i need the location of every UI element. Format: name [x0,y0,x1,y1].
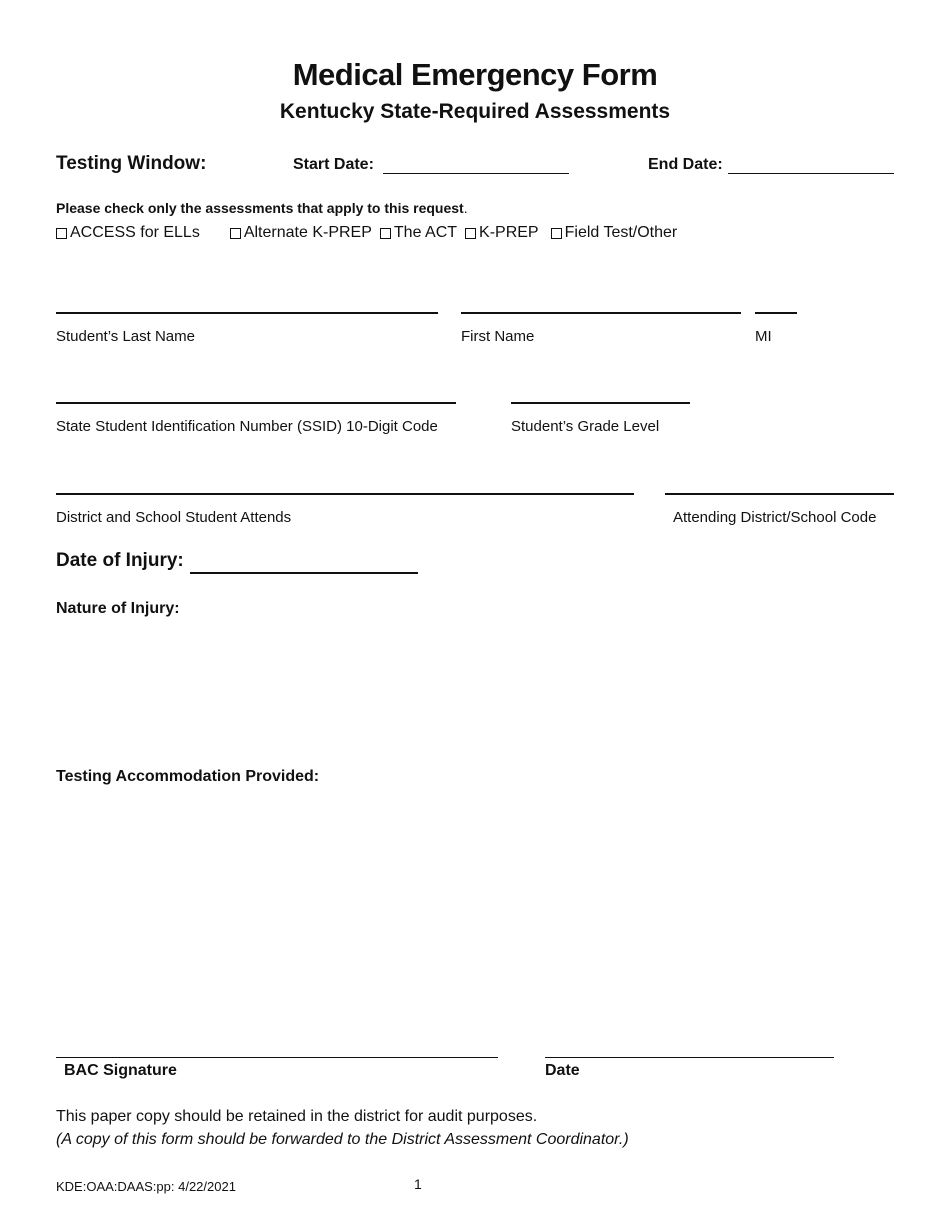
checkbox-icon[interactable] [380,228,391,239]
checkbox-icon[interactable] [230,228,241,239]
district-code-label: Attending District/School Code [673,509,877,526]
checkbox-label: Alternate K-PREP [243,224,372,241]
last-name-field[interactable] [56,312,438,314]
bac-signature-field[interactable] [56,1057,498,1058]
checkbox-the-act[interactable] [380,224,457,242]
start-date-field[interactable] [383,173,569,174]
checkbox-access-for-ells[interactable] [56,224,200,242]
district-code-field[interactable] [665,493,894,495]
assessment-instruction [56,200,468,216]
form-subtitle: Kentucky State-Required Assessments [279,100,671,123]
assessment-checkbox-group [56,224,687,242]
last-name-label: Student’s Last Name [56,328,195,345]
form-title: Medical Emergency Form [292,57,658,92]
end-date-label: End Date: [648,156,723,173]
checkbox-alternate-kprep[interactable] [230,224,372,242]
testing-window-label: Testing Window: [56,153,207,174]
ssid-field[interactable] [56,402,456,404]
middle-initial-label: MI [755,328,772,345]
end-date-field[interactable] [728,173,894,174]
assessment-instruction-text: Please check only the assessments that apply to this request [56,200,464,216]
checkbox-field-test-other[interactable] [551,224,678,242]
signature-date-field[interactable] [545,1057,834,1058]
grade-level-field[interactable] [511,402,690,404]
date-of-injury-field[interactable] [190,572,418,574]
checkbox-icon[interactable] [551,228,562,239]
checkbox-kprep[interactable] [465,224,539,242]
page-number: 1 [414,1176,422,1192]
assessment-instruction-period: . [463,200,468,216]
checkbox-label: ACCESS for ELLs [70,224,200,241]
retention-notice-line: This paper copy should be retained in the district for audit purposes. [56,1108,538,1125]
checkbox-label: The ACT [393,224,458,241]
middle-initial-field[interactable] [755,312,797,314]
nature-of-injury-label: Nature of Injury: [56,600,180,617]
district-school-label: District and School Student Attends [56,509,292,526]
grade-level-label: Student’s Grade Level [511,418,660,435]
checkbox-label: K-PREP [479,224,539,241]
checkbox-label: Field Test/Other [564,224,678,241]
district-school-field[interactable] [56,493,634,495]
forwarding-notice-line: (A copy of this form should be forwarded to the District Assessment Coordinator.) [56,1131,629,1148]
retention-notice [56,1105,629,1151]
accommodation-label: Testing Accommodation Provided: [56,768,320,785]
start-date-label: Start Date: [293,156,374,173]
checkbox-icon[interactable] [56,228,67,239]
signature-date-label: Date [545,1062,580,1079]
footer-code: KDE:OAA:DAAS:pp: 4/22/2021 [56,1179,236,1194]
ssid-label: State Student Identification Number (SSID) 10-Digit Code [56,418,438,435]
bac-signature-label: BAC Signature [64,1062,177,1079]
first-name-label: First Name [461,328,535,345]
checkbox-icon[interactable] [465,228,476,239]
first-name-field[interactable] [461,312,741,314]
date-of-injury-label: Date of Injury: [56,550,184,571]
